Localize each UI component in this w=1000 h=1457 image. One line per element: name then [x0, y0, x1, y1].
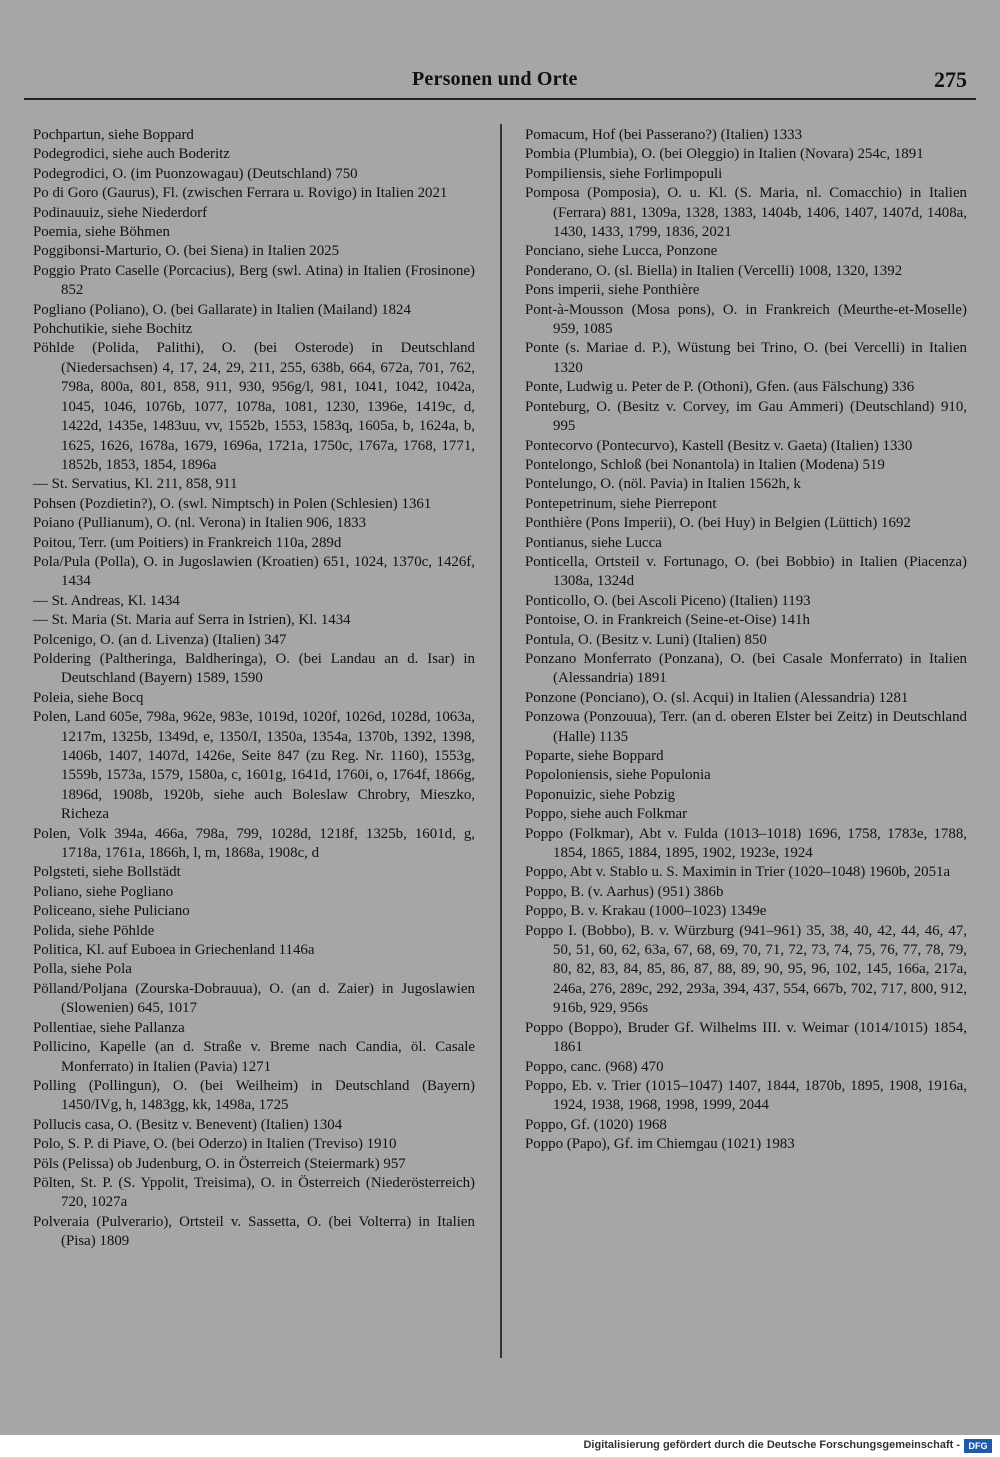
- index-entry: Polo, S. P. di Piave, O. (bei Oderzo) in Italien (Treviso) 1910: [33, 1136, 397, 1153]
- index-entry: Pohchutikie, siehe Bochitz: [33, 321, 193, 338]
- index-entry: Pölland/Poljana (Zourska-Dobrauua), O. (an d. Zaier) in Jugoslawien (Slowenien) 645, 1017: [33, 980, 475, 1017]
- index-entry: Pontecorvo (Pontecurvo), Kastell (Besitz v. Gaeta) (Italien) 1330: [525, 437, 913, 454]
- index-entry: Ponzone (Ponciano), O. (sl. Acqui) in Italien (Alessandria) 1281: [525, 689, 909, 706]
- index-entry: Ponthière (Pons Imperii), O. (bei Huy) in Belgien (Lüttich) 1692: [525, 515, 911, 532]
- left-column: [33, 126, 475, 1252]
- dfg-logo: DFG: [964, 1439, 992, 1453]
- index-entry: Pontianus, siehe Lucca: [525, 534, 662, 551]
- index-entry: Pompiliensis, siehe Forlimpopuli: [525, 165, 723, 182]
- index-entry: Politica, Kl. auf Euboea in Griechenland 1146a: [33, 942, 315, 959]
- footer-bar: [0, 1435, 1000, 1457]
- index-entry: Poppo (Folkmar), Abt v. Fulda (1013–1018) 1696, 1758, 1783e, 1788, 1854, 1865, 1884, 1895, 1902, 1923e, 1924: [525, 825, 967, 862]
- index-entry: Poppo, siehe auch Folkmar: [525, 806, 688, 823]
- index-entry: Poleia, siehe Bocq: [33, 689, 144, 706]
- index-entry: Pollentiae, siehe Pallanza: [33, 1019, 185, 1036]
- index-entry: Poppo (Boppo), Bruder Gf. Wilhelms III. v. Weimar (1014/1015) 1854, 1861: [525, 1019, 967, 1056]
- index-entry: Pogliano (Poliano), O. (bei Gallarate) in Italien (Mailand) 1824: [33, 301, 411, 318]
- index-entry: Poppo I. (Bobbo), B. v. Würzburg (941–961) 35, 38, 40, 42, 44, 46, 47, 50, 51, 60, 62, 63a, 67, 68, 69, 70, 71, 72, 73, 74, 75, 76, 77, 78, 79, 80, 82, 83, 84, 85, 86, 87, 88, 89, 90, 95, 96, 102, 145, 166a, 217a, 246a, 276, 289c, 292, 293a, 394, 437, 554, 667b, 702, 717, 800, 912, 916b, 929, 956s: [525, 922, 967, 1017]
- column-divider: [500, 124, 502, 1358]
- index-entry: Ponticella, Ortsteil v. Fortunago, O. (bei Bobbio) in Italien (Piacenza) 1308a, 1324d: [525, 553, 967, 590]
- right-column: [525, 126, 967, 1155]
- index-entry: Poldering (Paltheringa, Baldheringa), O. (bei Landau an d. Isar) in Deutschland (Bayern) 1589, 1590: [33, 650, 475, 687]
- index-entry: Pontelungo, O. (nöl. Pavia) in Italien 1562h, k: [525, 476, 801, 493]
- index-entry: Pohsen (Pozdietin?), O. (swl. Nimptsch) in Polen (Schlesien) 1361: [33, 495, 432, 512]
- index-entry: Ponzano Monferrato (Ponzana), O. (bei Casale Monferrato) in Italien (Alessandria) 1891: [525, 650, 967, 687]
- index-entry: Pomacum, Hof (bei Passerano?) (Italien) 1333: [525, 127, 803, 143]
- index-entry: — St. Servatius, Kl. 211, 858, 911: [33, 476, 238, 493]
- index-entry: Poppo, B. v. Krakau (1000–1023) 1349e: [525, 903, 767, 920]
- index-entry: Poitou, Terr. (um Poitiers) in Frankreich 110a, 289d: [33, 534, 342, 551]
- index-entry: Ponticollo, O. (bei Ascoli Piceno) (Italien) 1193: [525, 592, 811, 609]
- index-entry: — St. Maria (St. Maria auf Serra in Istrien), Kl. 1434: [33, 612, 351, 629]
- index-entry: Polen, Volk 394a, 466a, 798a, 799, 1028d, 1218f, 1325b, 1601d, g, 1718a, 1761a, 1866h, l, m, 1868a, 1908c, d: [33, 825, 475, 862]
- index-entry: Pölten, St. P. (S. Yppolit, Treisima), O. in Österreich (Niederösterreich) 720, 1027a: [33, 1174, 475, 1211]
- index-entry: Podegrodici, O. (im Puonzowagau) (Deutschland) 750: [33, 165, 358, 182]
- page-number: 275: [934, 67, 967, 92]
- index-entry: Pons imperii, siehe Ponthière: [525, 282, 700, 299]
- index-entry: Pöls (Pelissa) ob Judenburg, O. in Österreich (Steiermark) 957: [33, 1155, 406, 1172]
- index-entry: Pontula, O. (Besitz v. Luni) (Italien) 850: [525, 631, 767, 648]
- index-entry: Pollucis casa, O. (Besitz v. Benevent) (Italien) 1304: [33, 1116, 343, 1133]
- header-rule: [24, 98, 976, 100]
- index-entry: — St. Andreas, Kl. 1434: [33, 592, 180, 609]
- index-entry: Poppo, Abt v. Stablo u. S. Maximin in Trier (1020–1048) 1960b, 2051a: [525, 864, 951, 881]
- footer-credit: Digitalisierung gefördert durch die Deutsche Forschungsgemeinschaft -: [583, 1439, 960, 1451]
- index-entry: Pombia (Plumbia), O. (bei Oleggio) in Italien (Novara) 254c, 1891: [525, 146, 924, 163]
- index-entry: Pontelongo, Schloß (bei Nonantola) in Italien (Modena) 519: [525, 456, 885, 473]
- index-entry: Popoloniensis, siehe Populonia: [525, 767, 711, 784]
- index-entry: Poppo, Eb. v. Trier (1015–1047) 1407, 1844, 1870b, 1895, 1908, 1916a, 1924, 1938, 1968, 1998, 1999, 2044: [525, 1077, 967, 1114]
- index-entry: Pontepetrinum, siehe Pierrepont: [525, 495, 717, 512]
- index-entry: Polcenigo, O. (an d. Livenza) (Italien) 347: [33, 631, 287, 648]
- index-entry: Polgsteti, siehe Bollstädt: [33, 864, 181, 881]
- index-entry: Pola/Pula (Polla), O. in Jugoslawien (Kroatien) 651, 1024, 1370c, 1426f, 1434: [33, 553, 475, 590]
- index-entry: Policeano, siehe Puliciano: [33, 903, 190, 920]
- index-entry: Poparte, siehe Boppard: [525, 748, 664, 764]
- index-entry: Podegrodici, siehe auch Boderitz: [33, 146, 230, 163]
- index-entry: Pontoise, O. in Frankreich (Seine-et-Oise) 141h: [525, 612, 810, 629]
- index-entry: Pöhlde (Polida, Palithi), O. (bei Osterode) in Deutschland (Niedersachsen) 4, 17, 24, 29, 211, 255, 638b, 664, 672a, 701, 762, 798a, 800a, 801, 858, 911, 930, 956g/l, 981, 1041, 1042, 1042a, 1045, 1046, 1076b, 1077, 1078a, 1081, 1230, 1396e, 1419c, d, 1422d, 1435e, 1483uu, vv, 1552b, 1553, 1583q, 1605a, b, 1624a, b, 1625, 1626, 1678a, 1679, 1696a, 1721a, 1750c, 1767a, 1768, 1771, 1852b, 1853, 1854, 1896a: [33, 340, 475, 473]
- index-entry: Poggio Prato Caselle (Porcacius), Berg (swl. Atina) in Italien (Frosinone) 852: [33, 262, 475, 299]
- index-entry: Pomposa (Pomposia), O. u. Kl. (S. Maria, nl. Comacchio) in Italien (Ferrara) 881, 1309a, 1328, 1383, 1404b, 1406, 1407, 1407d, 1408a, 1430, 1433, 1799, 1836, 2021: [525, 185, 967, 241]
- index-entry: Ponderano, O. (sl. Biella) in Italien (Vercelli) 1008, 1320, 1392: [525, 262, 903, 279]
- page-title: Personen und Orte: [412, 68, 578, 90]
- index-entry: Poiano (Pullianum), O. (nl. Verona) in Italien 906, 1833: [33, 515, 367, 532]
- index-entry: Poemia, siehe Böhmen: [33, 224, 170, 241]
- index-entry: Poppo, Gf. (1020) 1968: [525, 1116, 667, 1133]
- index-entry: Ponzowa (Ponzouua), Terr. (an d. oberen Elster bei Zeitz) in Deutschland (Halle) 1135: [525, 709, 967, 745]
- index-entry: Poppo, canc. (968) 470: [525, 1058, 664, 1075]
- index-entry: Poppo, B. (v. Aarhus) (951) 386b: [525, 883, 724, 900]
- index-entry: Ponte, Ludwig u. Peter de P. (Othoni), Gfen. (aus Fälschung) 336: [525, 379, 915, 396]
- index-entry: Poggibonsi-Marturio, O. (bei Siena) in Italien 2025: [33, 243, 340, 260]
- index-entry: Polla, siehe Pola: [33, 961, 132, 978]
- index-entry: Poppo (Papo), Gf. im Chiemgau (1021) 1983: [525, 1136, 795, 1153]
- index-entry: Polen, Land 605e, 798a, 962e, 983e, 1019d, 1020f, 1026d, 1028d, 1063a, 1217m, 1325b, 1349d, e, 1350/I, 1350a, 1354a, 1370b, 1392, 1398, 1406b, 1407, 1407d, 1426e, Seite 847 (zu Reg. Nr. 1160), 1553g, 1559b, 1573a, 1579, 1580a, c, 1601g, 1641d, 1760i, o, 1764f, 1866g, 1896d, 1908b, 1920b, siehe auch Boleslaw Chrobry, Mieszko, Richeza: [33, 709, 475, 823]
- index-entry: Pochpartun, siehe Boppard: [33, 127, 194, 143]
- index-entry: Poponuizic, siehe Pobzig: [525, 786, 676, 803]
- index-entry: Po di Goro (Gaurus), Fl. (zwischen Ferrara u. Rovigo) in Italien 2021: [33, 185, 448, 202]
- index-entry: Polling (Pollingun), O. (bei Weilheim) in Deutschland (Bayern) 1450/IVg, h, 1483gg, kk, 1498a, 1725: [33, 1077, 475, 1114]
- index-entry: Podinauuiz, siehe Niederdorf: [33, 204, 208, 221]
- index-entry: Polida, siehe Pöhlde: [33, 922, 155, 939]
- index-entry: Poliano, siehe Pogliano: [33, 883, 174, 900]
- index-entry: Ponte (s. Mariae d. P.), Wüstung bei Trino, O. (bei Vercelli) in Italien 1320: [525, 340, 967, 376]
- index-entry: Pont-à-Mousson (Mosa pons), O. in Frankreich (Meurthe-et-Moselle) 959, 1085: [525, 301, 967, 338]
- index-entry: Ponciano, siehe Lucca, Ponzone: [525, 243, 718, 260]
- index-entry: Polveraia (Pulverario), Ortsteil v. Sassetta, O. (bei Volterra) in Italien (Pisa) 1809: [33, 1213, 475, 1250]
- index-entry: Ponteburg, O. (Besitz v. Corvey, im Gau Ammeri) (Deutschland) 910, 995: [525, 398, 967, 435]
- index-entry: Pollicino, Kapelle (an d. Straße v. Breme nach Candia, öl. Casale Monferrato) in Italien (Pavia) 1271: [33, 1039, 475, 1075]
